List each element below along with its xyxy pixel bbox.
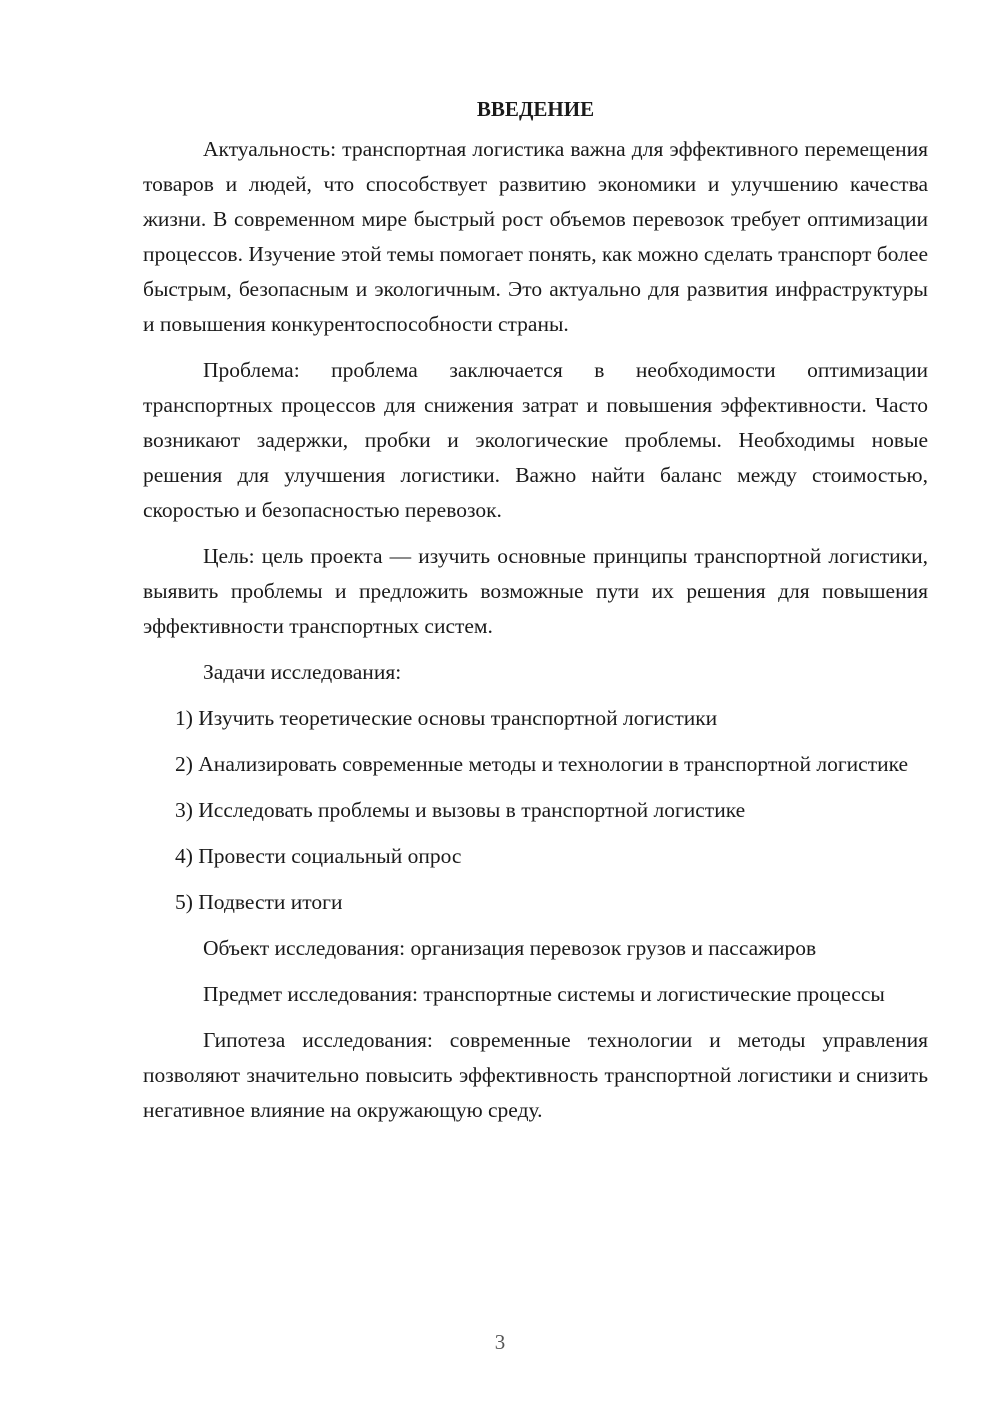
document-page bbox=[143, 92, 928, 1139]
tasks-heading: Задачи исследования: bbox=[203, 660, 402, 684]
task-item-1: 1) Изучить теоретические основы транспортной логистики bbox=[175, 706, 718, 730]
problem-paragraph: Проблема: проблема заключается в необходимости оптимизации транспортных процессов для снижения затрат и повышения эффективности. Часто возникают задержки, пробки и экологические проблемы. Необходимы новые решения для улучшения логистики. Важно найти баланс между стоимостью, скоростью и безопасностью перевозок. bbox=[143, 358, 928, 522]
relevance-paragraph: Актуальность: транспортная логистика важна для эффективного перемещения товаров и людей, что способствует развитию экономики и улучшению качества жизни. В современном мире быстрый рост объемов перевозок требует оптимизации процессов. Изучение этой темы помогает понять, как можно сделать транспорт более быстрым, безопасным и экологичным. Это актуально для развития инфраструктуры и повышения конкурентоспособности страны. bbox=[143, 137, 928, 336]
task-item-4: 4) Провести социальный опрос bbox=[175, 844, 462, 868]
object-paragraph: Объект исследования: организация перевозок грузов и пассажиров bbox=[203, 936, 817, 960]
hypothesis-paragraph: Гипотеза исследования: современные технологии и методы управления позволяют значительно повысить эффективность транспортной логистики и снизить негативное влияние на окружающую среду. bbox=[143, 1028, 928, 1122]
task-item-3: 3) Исследовать проблемы и вызовы в транспортной логистике bbox=[175, 798, 746, 822]
page-number: 3 bbox=[494, 1330, 506, 1354]
goal-paragraph: Цель: цель проекта — изучить основные принципы транспортной логистики, выявить проблемы и предложить возможные пути их решения для повышения эффективности транспортных систем. bbox=[143, 544, 928, 638]
subject-paragraph: Предмет исследования: транспортные системы и логистические процессы bbox=[203, 982, 885, 1006]
task-item-5: 5) Подвести итоги bbox=[175, 890, 343, 914]
task-item-2: 2) Анализировать современные методы и технологии в транспортной логистике bbox=[175, 752, 909, 776]
page-title: ВВЕДЕНИЕ bbox=[476, 97, 595, 121]
